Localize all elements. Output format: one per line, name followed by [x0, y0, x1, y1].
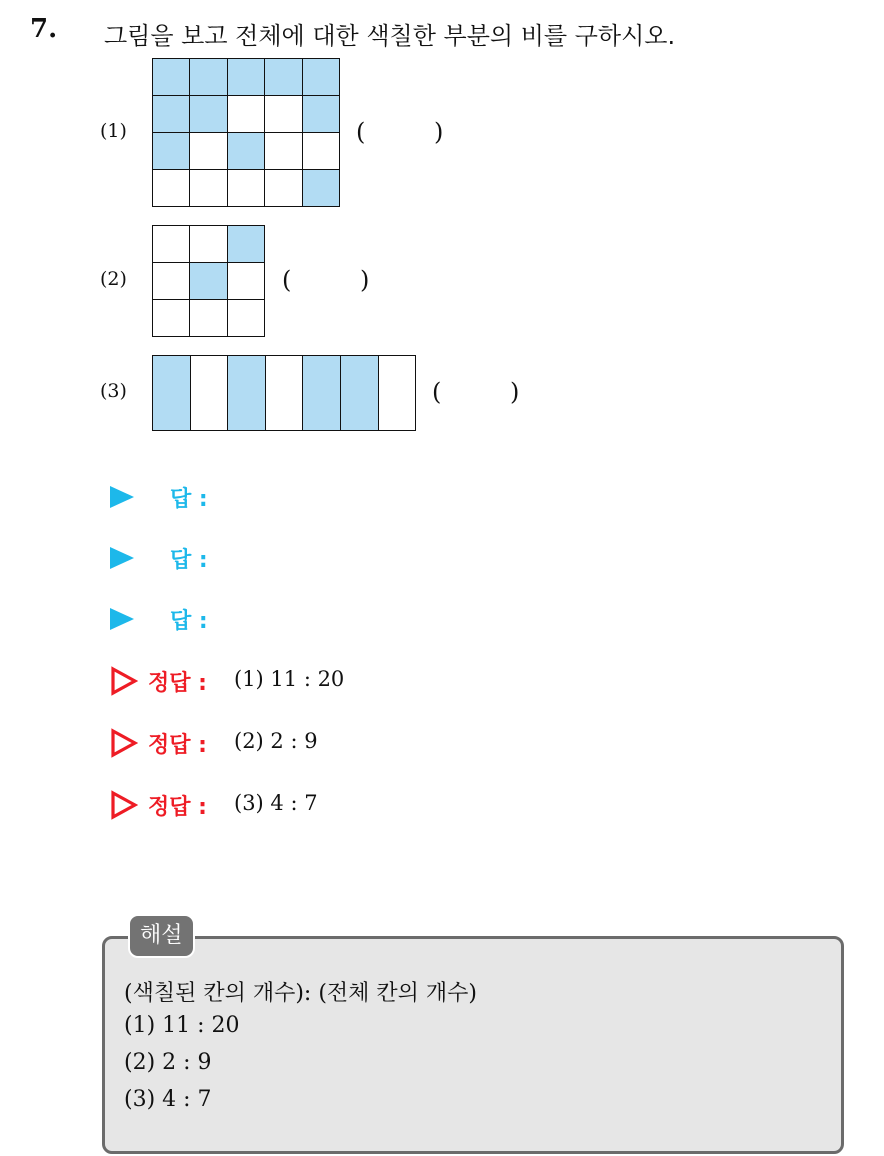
explanation-line: (1) 11 : 20	[124, 1013, 240, 1038]
grid-cell	[190, 300, 227, 337]
grid-cell	[265, 133, 302, 170]
problem-1-grid	[152, 58, 340, 207]
grid-cell	[190, 356, 228, 431]
answer-label: 답 :	[170, 548, 208, 573]
problem-3-grid	[152, 355, 416, 431]
shaded-cell	[302, 170, 339, 207]
shaded-cell	[190, 263, 227, 300]
problem-2-label: (2)	[100, 268, 127, 290]
grid-cell	[227, 170, 264, 207]
shaded-cell	[153, 356, 191, 431]
outline-triangle-icon	[110, 666, 138, 696]
shaded-cell	[340, 356, 378, 431]
play-triangle-icon	[110, 608, 134, 630]
shaded-cell	[265, 59, 302, 96]
shaded-cell	[227, 133, 264, 170]
grid-cell	[302, 133, 339, 170]
play-triangle-icon	[110, 547, 134, 569]
grid-cell	[227, 263, 264, 300]
correct-label: 정답 :	[148, 671, 207, 696]
shaded-cell	[153, 59, 190, 96]
problem-2-grid	[152, 225, 265, 337]
explanation-tag: 해설	[128, 914, 195, 958]
outline-triangle-icon	[110, 790, 138, 820]
correct-label: 정답 :	[148, 795, 207, 820]
problem-1-label: (1)	[100, 120, 127, 142]
grid-cell	[153, 226, 190, 263]
shaded-cell	[303, 356, 341, 431]
correct-value: (2) 2 : 9	[234, 729, 318, 753]
grid-cell	[190, 133, 227, 170]
problem-1-answer-blank: ( )	[356, 118, 444, 146]
answer-label: 답 :	[170, 487, 208, 512]
grid-cell	[190, 170, 227, 207]
explanation-line: (3) 4 : 7	[124, 1087, 212, 1112]
explanation-box	[102, 936, 844, 1154]
answer-label: 답 :	[170, 609, 208, 634]
grid-cell	[265, 170, 302, 207]
explanation-line: (2) 2 : 9	[124, 1050, 212, 1075]
question-number: 7.	[30, 14, 58, 44]
play-triangle-icon	[110, 486, 134, 508]
grid-cell	[190, 226, 227, 263]
question-text: 그림을 보고 전체에 대한 색칠한 부분의 비를 구하시오.	[104, 22, 676, 50]
shaded-cell	[227, 226, 264, 263]
correct-value: (3) 4 : 7	[234, 791, 318, 815]
shaded-cell	[302, 96, 339, 133]
shaded-cell	[153, 133, 190, 170]
explanation-line: (색칠된 칸의 개수): (전체 칸의 개수)	[124, 981, 477, 1006]
correct-label: 정답 :	[148, 733, 207, 758]
grid-cell	[227, 96, 264, 133]
grid-cell	[153, 300, 190, 337]
grid-cell	[265, 96, 302, 133]
grid-cell	[153, 170, 190, 207]
problem-2-answer-blank: ( )	[282, 266, 370, 294]
grid-cell	[153, 263, 190, 300]
problem-3-label: (3)	[100, 380, 127, 402]
outline-triangle-icon	[110, 728, 138, 758]
shaded-cell	[190, 96, 227, 133]
shaded-cell	[227, 59, 264, 96]
shaded-cell	[190, 59, 227, 96]
shaded-cell	[153, 96, 190, 133]
grid-cell	[265, 356, 303, 431]
correct-value: (1) 11 : 20	[234, 667, 345, 691]
shaded-cell	[302, 59, 339, 96]
grid-cell	[378, 356, 416, 431]
problem-3-answer-blank: ( )	[432, 378, 520, 406]
shaded-cell	[228, 356, 266, 431]
grid-cell	[227, 300, 264, 337]
